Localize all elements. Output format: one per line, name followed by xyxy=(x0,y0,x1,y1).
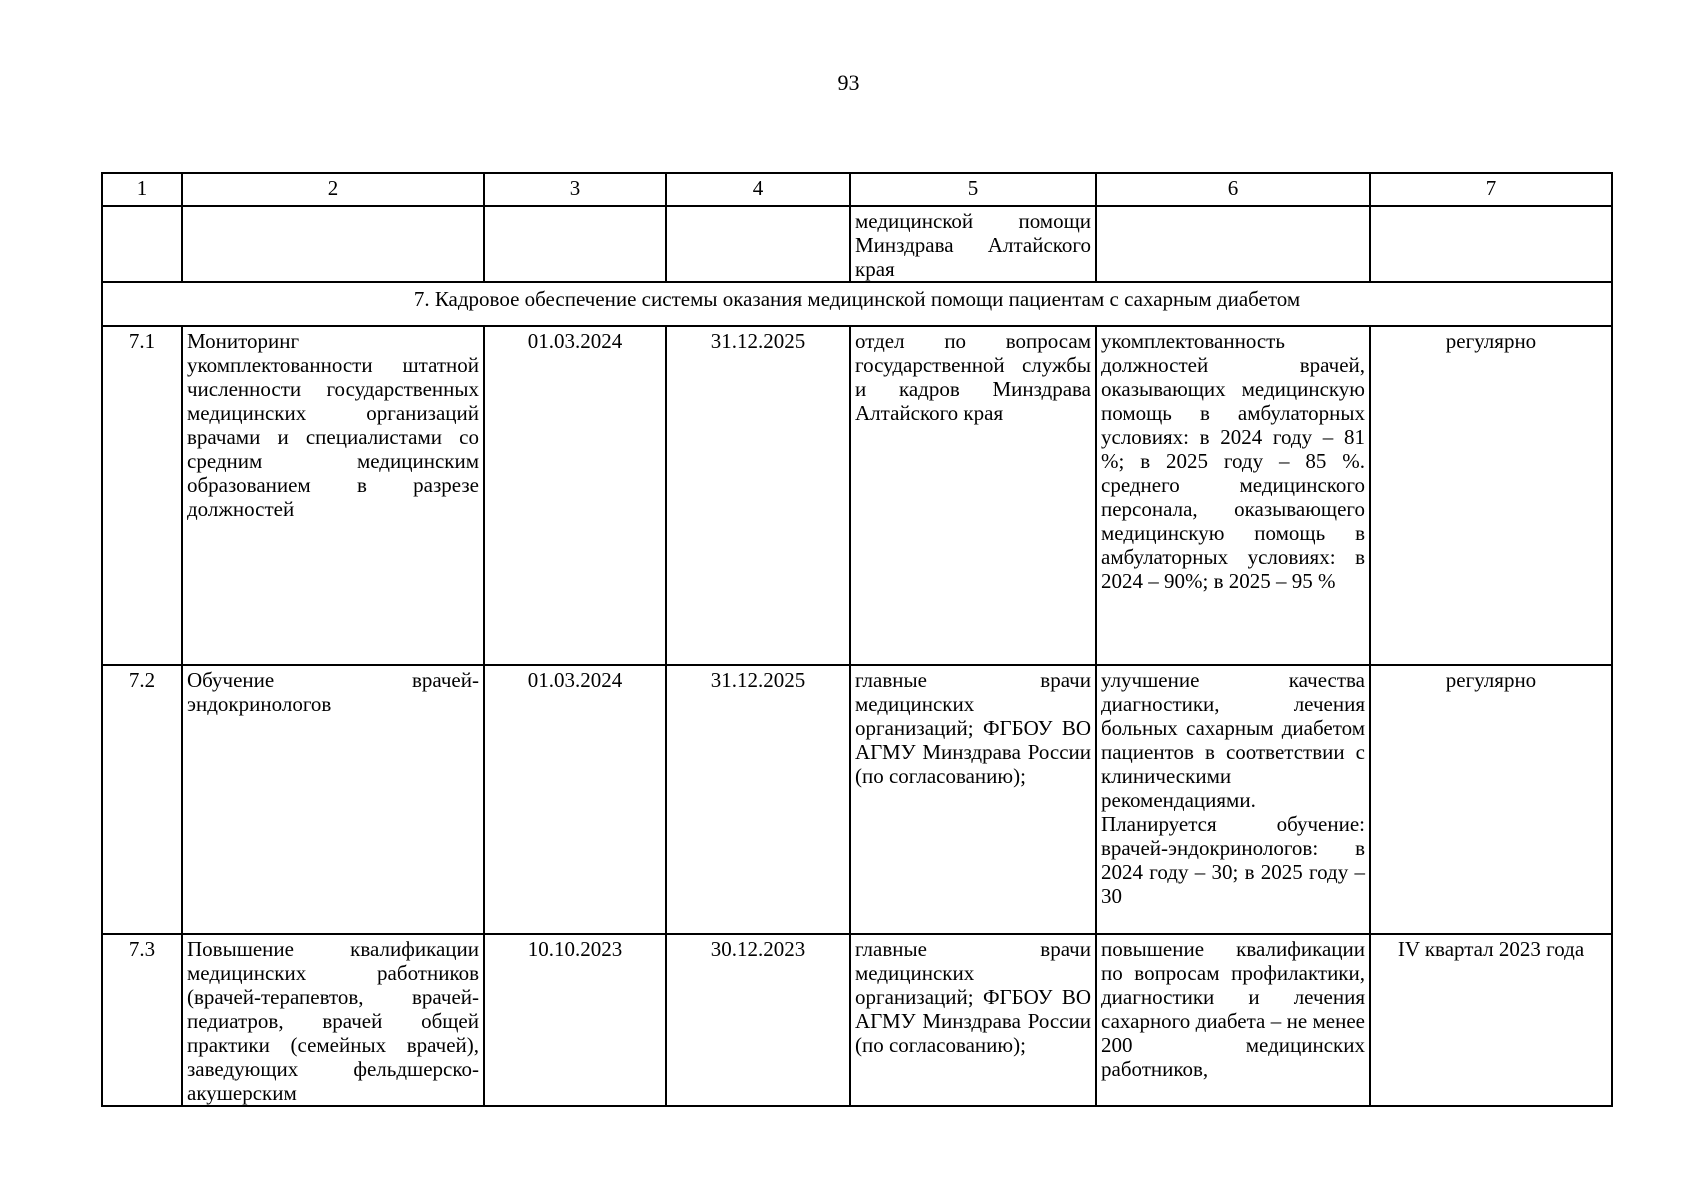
expected-result: улучшение качества диагностики, лечения больных сахарным диабетом пациентов в соответствии с клиническими рекомендациями. Планируется обучение: врачей-эндокринологов: в 2024 году – 30; в 2025 году – 30 xyxy=(1096,665,1370,934)
start-date: 10.10.2023 xyxy=(484,934,666,1106)
column-number: 7 xyxy=(1370,173,1612,206)
section-row xyxy=(102,282,1612,326)
responsible: главные врачи медицинских организаций; ФГБОУ ВО АГМУ Минздрава России (по согласованию); xyxy=(850,665,1096,934)
row-number: 7.3 xyxy=(102,934,182,1106)
column-number: 1 xyxy=(102,173,182,206)
table-cell xyxy=(1096,206,1370,282)
start-date: 01.03.2024 xyxy=(484,326,666,665)
measures-table xyxy=(101,172,1613,1107)
table-cell xyxy=(1370,206,1612,282)
responsible-cell: медицинской помощи Минздрава Алтайского края xyxy=(850,206,1096,282)
table-cell xyxy=(666,206,850,282)
measure-name: Обучение врачей-эндокринологов xyxy=(182,665,484,934)
column-number: 4 xyxy=(666,173,850,206)
column-number: 2 xyxy=(182,173,484,206)
column-number: 5 xyxy=(850,173,1096,206)
end-date: 30.12.2023 xyxy=(666,934,850,1106)
table-cell xyxy=(484,206,666,282)
end-date: 31.12.2025 xyxy=(666,665,850,934)
column-number: 3 xyxy=(484,173,666,206)
column-number: 6 xyxy=(1096,173,1370,206)
start-date: 01.03.2024 xyxy=(484,665,666,934)
expected-result: укомплектованность должностей врачей, оказывающих медицинскую помощь в амбулаторных условиях: в 2024 году – 81 %; в 2025 году – 85 %. среднего медицинского персонала, оказывающего медицинскую помощь в амбулаторных условиях: в 2024 – 90%; в 2025 – 95 % xyxy=(1096,326,1370,665)
periodicity: регулярно xyxy=(1370,326,1612,665)
column-numbers-row xyxy=(102,173,1612,206)
table-cell xyxy=(102,206,182,282)
row-number: 7.2 xyxy=(102,665,182,934)
measure-name: Мониторинг укомплектованности штатной численности государственных медицинских организаций врачами и специалистами со средним медицинским образованием в разрезе должностей xyxy=(182,326,484,665)
section-title: 7. Кадровое обеспечение системы оказания медицинской помощи пациентам с сахарным диабетом xyxy=(102,282,1612,326)
page-number: 93 xyxy=(837,70,860,95)
table-row xyxy=(102,934,1612,1106)
periodicity: регулярно xyxy=(1370,665,1612,934)
measure-name: Повышение квалификации медицинских работников (врачей-терапевтов, врачей-педиатров, врачей общей практики (семейных врачей), заведующих фельдшерско-акушерским xyxy=(182,934,484,1106)
continuation-row xyxy=(102,206,1612,282)
periodicity: IV квартал 2023 года xyxy=(1370,934,1612,1106)
responsible: главные врачи медицинских организаций; ФГБОУ ВО АГМУ Минздрава России (по согласованию); xyxy=(850,934,1096,1106)
end-date: 31.12.2025 xyxy=(666,326,850,665)
table-row xyxy=(102,326,1612,665)
expected-result: повышение квалификации по вопросам профилактики, диагностики и лечения сахарного диабета – не менее 200 медицинских работников, xyxy=(1096,934,1370,1106)
table-row xyxy=(102,665,1612,934)
responsible: отдел по вопросам государственной службы и кадров Минздрава Алтайского края xyxy=(850,326,1096,665)
table-cell xyxy=(182,206,484,282)
row-number: 7.1 xyxy=(102,326,182,665)
